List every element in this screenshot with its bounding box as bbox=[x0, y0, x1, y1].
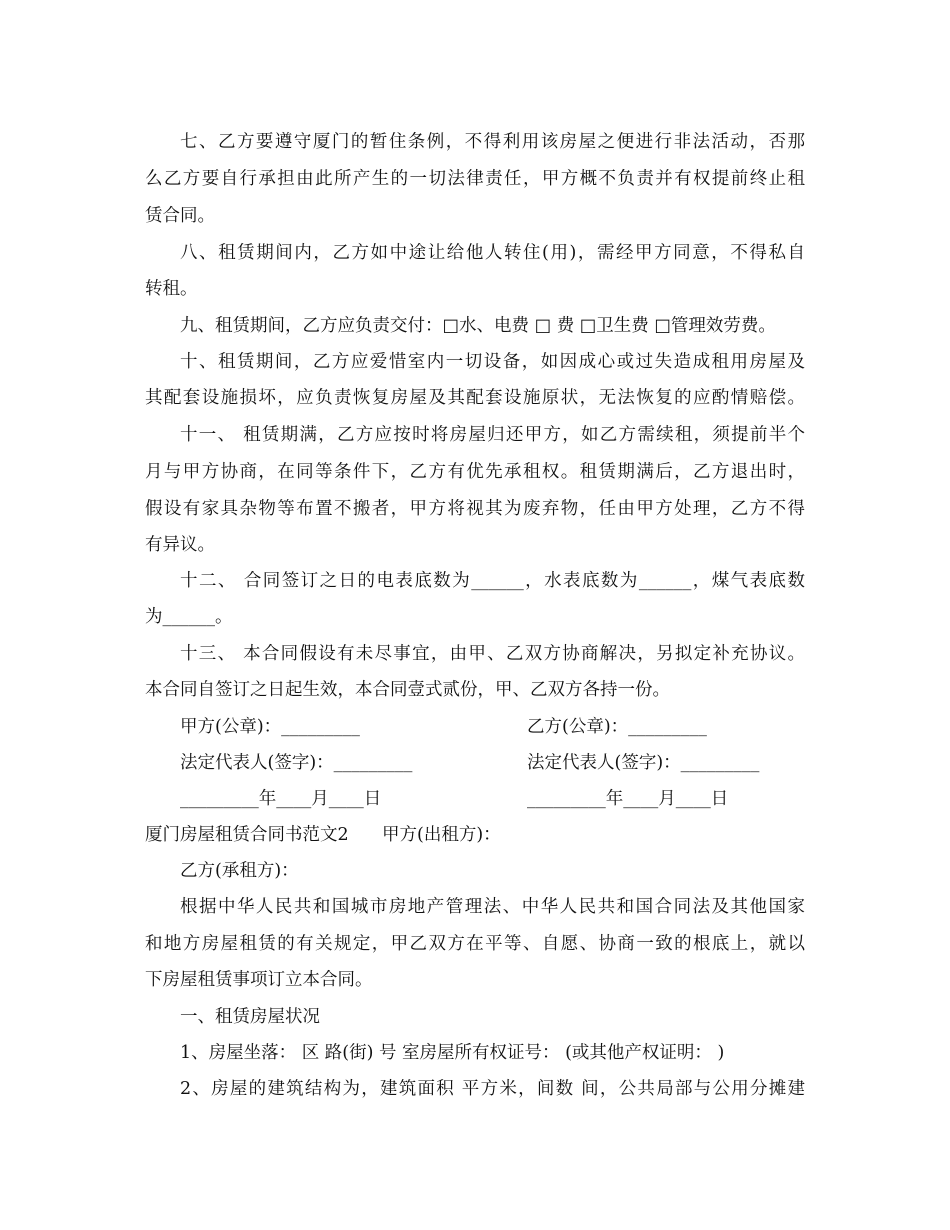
signature-party-a: 甲方(公章)：_________ bbox=[180, 717, 360, 737]
clause-12-line-1: 十二、 合同签订之日的电表底数为______，水表底数为______，煤气表底数 bbox=[180, 571, 805, 591]
clause-7-line-3: 赁合同。 bbox=[145, 206, 215, 226]
clause-7-line-2: 么乙方要自行承担由此所产生的一切法律责任，甲方概不负责并有权提前终止租 bbox=[145, 169, 805, 189]
clause-10-line-1: 十、租赁期间，乙方应爱惜室内一切设备，如因成心或过失造成租用房屋及 bbox=[180, 352, 805, 372]
clause-12-line-2: 为______。 bbox=[145, 607, 233, 627]
intro-line-2: 和地方房屋租赁的有关规定，甲乙双方在平等、自愿、协商一致的根底上，就以 bbox=[145, 934, 805, 954]
signature-date-a: _________年____月____日 bbox=[180, 789, 382, 809]
clause-9-line-1: 九、租赁期间，乙方应负责交付：□水、电费 □ 费 □卫生费 □管理效劳费。 bbox=[180, 316, 776, 336]
clause-7-line-1: 七、乙方要遵守厦门的暂住条例，不得利用该房屋之便进行非法活动，否那 bbox=[180, 132, 805, 152]
clause-13-line-1: 十三、 本合同假设有未尽事宜，由甲、乙双方协商解决，另拟定补充协议。 bbox=[180, 644, 805, 664]
signature-representative-a: 法定代表人(签字)：_________ bbox=[180, 753, 413, 773]
intro-line-1: 根据中华人民共和国城市房地产管理法、中华人民共和国合同法及其他国家 bbox=[180, 897, 805, 917]
clause-8-line-1: 八、租赁期间内，乙方如中途让给他人转住(用)，需经甲方同意，不得私自 bbox=[180, 243, 805, 263]
section-1-item-2: 2、房屋的建筑结构为，建筑面积 平方米，间数 间，公共局部与公用分摊建 bbox=[180, 1079, 805, 1099]
sample-2-title: 厦门房屋租赁合同书范文2 甲方(出租方)： bbox=[145, 825, 501, 845]
signature-date-b: _________年____月____日 bbox=[527, 789, 729, 809]
clause-11-line-1: 十一、 租赁期满，乙方应按时将房屋归还甲方，如乙方需续租，须提前半个 bbox=[180, 425, 805, 445]
clause-11-line-3: 假设有家具杂物等布置不搬者，甲方将视其为废弃物，任由甲方处理，乙方不得 bbox=[145, 499, 805, 519]
clause-11-line-4: 有异议。 bbox=[145, 535, 215, 555]
clause-8-line-2: 转租。 bbox=[145, 279, 198, 299]
signature-representative-b: 法定代表人(签字)：_________ bbox=[527, 753, 760, 773]
section-1-item-1: 1、房屋坐落： 区 路(街) 号 室房屋所有权证号： (或其他产权证明： ) bbox=[180, 1043, 725, 1063]
clause-13-line-2: 本合同自签订之日起生效，本合同壹式贰份，甲、乙双方各持一份。 bbox=[145, 680, 670, 700]
intro-line-3: 下房屋租赁事项订立本合同。 bbox=[145, 970, 373, 990]
clause-11-line-2: 月与甲方协商，在同等条件下，乙方有优先承租权。租赁期满后，乙方退出时， bbox=[145, 462, 805, 482]
clause-10-line-2: 其配套设施损坏，应负责恢复房屋及其配套设施原状，无法恢复的应酌情赔偿。 bbox=[145, 388, 805, 408]
section-1-title: 一、租赁房屋状况 bbox=[180, 1007, 320, 1027]
sample-2-party-b: 乙方(承租方)： bbox=[180, 861, 299, 881]
signature-party-b: 乙方(公章)：_________ bbox=[527, 717, 707, 737]
